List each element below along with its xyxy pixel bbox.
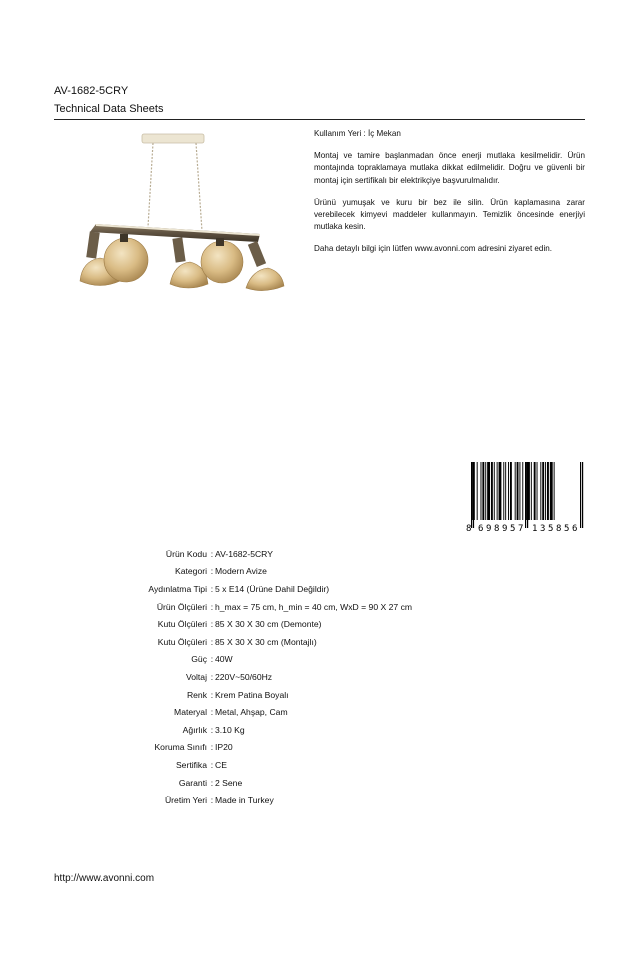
spec-row: [110, 598, 412, 616]
spec-value: 85 X 30 X 30 cm (Montajlı): [215, 636, 317, 647]
spec-row: [110, 774, 412, 792]
barcode-bar: [482, 462, 484, 520]
barcode-bar: [485, 462, 486, 520]
spec-value: 5 x E14 (Ürüne Dahil Değildir): [215, 583, 330, 594]
barcode-guard-bar: [525, 462, 526, 528]
spec-separator: :: [210, 795, 214, 806]
barcode-digit: 6: [572, 524, 578, 532]
spec-value: 40W: [215, 654, 233, 665]
spec-separator: :: [210, 707, 214, 718]
spec-label: Renk: [186, 689, 207, 700]
barcode-bar: [508, 462, 509, 520]
barcode-bar: [494, 462, 495, 520]
spec-value: 85 X 30 X 30 cm (Demonte): [215, 619, 322, 630]
barcode-bar: [491, 462, 493, 520]
spec-value: IP20: [215, 742, 233, 753]
spec-separator: :: [210, 671, 214, 682]
spec-separator: :: [210, 619, 214, 630]
header-divider: [54, 119, 585, 120]
spec-label: Kategori: [174, 566, 207, 577]
usage-info: [314, 128, 585, 266]
spec-separator: :: [210, 654, 214, 665]
barcode-bar: [554, 462, 555, 520]
spec-label: Kutu Ölçüleri: [157, 636, 207, 647]
spec-row: [110, 651, 412, 669]
barcode-bar: [531, 462, 532, 520]
spec-separator: :: [210, 689, 214, 700]
barcode-bar: [487, 462, 490, 520]
spec-label: Kutu Ölçüleri: [157, 619, 207, 630]
spec-row: [110, 686, 412, 704]
product-barcode: [463, 462, 585, 532]
barcode-guard-bar: [527, 462, 528, 528]
spec-separator: :: [210, 566, 214, 577]
spec-separator: :: [210, 548, 214, 559]
spec-label: Ürün Ölçüleri: [156, 601, 207, 612]
spec-row: [110, 580, 412, 598]
barcode-bar: [542, 462, 544, 520]
spec-label: Aydınlatma Tipi: [148, 583, 207, 594]
barcode-bar: [528, 462, 530, 520]
barcode-bar: [545, 462, 546, 520]
spec-value: Modern Avize: [215, 566, 267, 577]
spec-value: 3.10 Kg: [215, 724, 245, 735]
barcode-guard-bar: [473, 462, 474, 528]
barcode-bar: [499, 462, 502, 520]
barcode-guard-bar: [580, 462, 581, 528]
barcode-bar: [517, 462, 519, 520]
barcode-digit: 5: [510, 524, 516, 532]
barcode-guard-bar: [582, 462, 583, 528]
more-info-notice: Daha detaylı bilgi için lütfen www.avonni.com adresini ziyaret edin.: [314, 244, 552, 254]
barcode-bar: [477, 462, 478, 520]
barcode-bar: [547, 462, 549, 520]
barcode-bar: [534, 462, 536, 520]
barcode-bar: [526, 462, 527, 520]
specifications-table: [110, 545, 412, 809]
barcode-digit: 1: [532, 524, 538, 532]
spec-label: Koruma Sınıfı: [154, 742, 207, 753]
barcode-digit: 8: [556, 524, 562, 532]
barcode-bar: [522, 462, 523, 520]
spec-label: Garanti: [178, 777, 207, 788]
spec-row: [110, 668, 412, 686]
spec-value: 2 Sene: [215, 777, 243, 788]
barcode-bar: [497, 462, 498, 520]
barcode-guard-bar: [471, 462, 472, 528]
website-link[interactable]: http://www.avonni.com: [54, 873, 155, 884]
safety-notice: Montaj ve tamire başlanmadan önce enerji mutlaka kesilmelidir. Ürün montajında topraklamaya mutlaka dikkat edilmelidir. Doğru ve güvenli bir montaj için sertifikalı bir elektrikçiye başvurulmalıdır.: [314, 151, 585, 185]
spec-separator: :: [210, 724, 214, 735]
spec-label: Ağırlık: [182, 724, 207, 735]
spec-label: Sertifika: [175, 759, 207, 770]
spec-row: [110, 615, 412, 633]
spec-value: CE: [215, 759, 227, 770]
document-subtitle: Technical Data Sheets: [54, 103, 164, 115]
spec-row: [110, 703, 412, 721]
spec-separator: :: [210, 636, 214, 647]
spec-row: [110, 545, 412, 563]
spec-value: Made in Turkey: [215, 795, 274, 806]
barcode-digit: 9: [486, 524, 492, 532]
spec-value: Metal, Ahşap, Cam: [215, 707, 288, 718]
spec-value: 220V~50/60Hz: [215, 671, 273, 682]
spec-row: [110, 633, 412, 651]
spec-separator: :: [210, 777, 214, 788]
barcode-bar: [505, 462, 506, 520]
barcode-bar: [510, 462, 512, 520]
barcode-bar: [519, 462, 520, 520]
spec-label: Voltaj: [185, 671, 207, 682]
spec-row: [110, 739, 412, 757]
spec-row: [110, 756, 412, 774]
barcode-bar: [537, 462, 538, 520]
spec-label: Üretim Yeri: [164, 795, 207, 806]
barcode-bar: [481, 462, 482, 520]
model-code: AV-1682-5CRY: [54, 85, 129, 97]
barcode-digit: 5: [564, 524, 570, 532]
cleaning-notice: Ürünü yumuşak ve kuru bir bez ile silin. Ürün kaplamasına zarar verebilecek kimyevi maddeler kullanmayın. Temizlik öncesinde enerjiyi mutlaka kesin.: [314, 197, 585, 232]
spec-row: [110, 563, 412, 581]
spec-label: Güç: [191, 654, 207, 665]
spec-label: Materyal: [174, 707, 207, 718]
spec-row: [110, 791, 412, 809]
barcode-bar: [550, 462, 553, 520]
spec-separator: :: [210, 759, 214, 770]
barcode-bar: [515, 462, 516, 520]
barcode-digit: 8: [466, 524, 472, 532]
barcode-digit: 3: [540, 524, 546, 532]
spec-separator: :: [210, 601, 214, 612]
barcode-bar: [540, 462, 541, 520]
usage-location: Kullanım Yeri : İç Mekan: [314, 129, 401, 138]
spec-value: h_max = 75 cm, h_min = 40 cm, WxD = 90 X 27 cm: [215, 601, 413, 612]
barcode-digit: 7: [518, 524, 524, 532]
barcode-digit: 9: [502, 524, 508, 532]
product-image: [76, 128, 288, 294]
barcode-digit: 5: [548, 524, 554, 532]
spec-value: AV-1682-5CRY: [215, 548, 273, 559]
spec-separator: :: [210, 583, 214, 594]
spec-row: [110, 721, 412, 739]
spec-label: Ürün Kodu: [165, 548, 207, 559]
barcode-digit: 6: [478, 524, 484, 532]
barcode-digit: 8: [494, 524, 500, 532]
barcode-bar: [503, 462, 504, 520]
spec-separator: :: [210, 742, 214, 753]
spec-value: Krem Patina Boyalı: [215, 689, 289, 700]
